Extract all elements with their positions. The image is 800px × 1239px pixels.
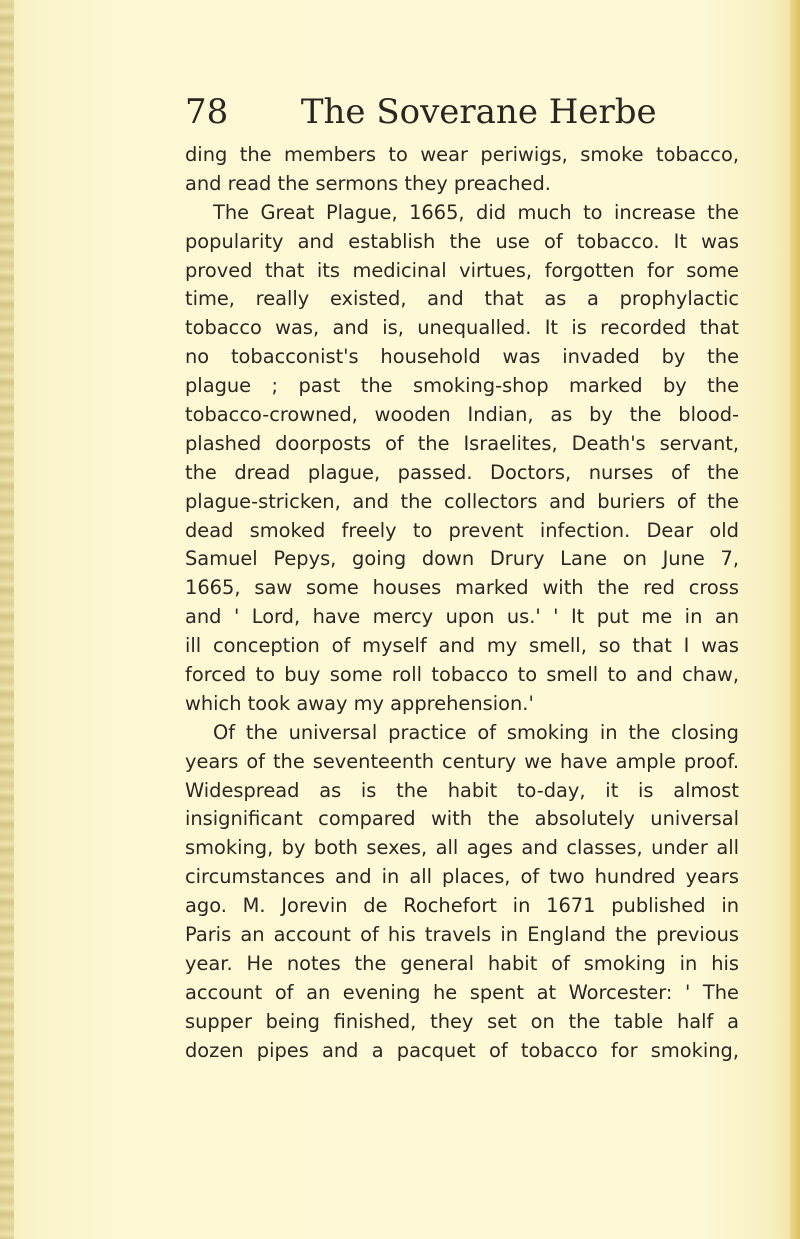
text-line: ding the members to wear periwigs, smoke tobacco,: [185, 143, 739, 166]
text-line: and ' Lord, have mercy upon us.' ' It put me in an: [185, 605, 739, 629]
page-right-edge: [790, 0, 800, 1239]
text-line: plague-stricken, and the collectors and buriers of the: [185, 489, 739, 513]
text-line: popularity and establish the use of tobacco. It was: [185, 229, 739, 253]
text-line: Of the universal practice of smoking in the closing: [213, 720, 739, 744]
text-line: tobacco was, and is, unequalled. It is recorded that: [185, 316, 739, 340]
text-line: supper being finished, they set on the table half a: [185, 1009, 739, 1033]
text-line: Paris an account of his travels in England the previous: [185, 923, 739, 947]
text-line: ill conception of myself and my smell, so that I was: [185, 634, 739, 658]
text-line: Widespread as is the habit to-day, it is almost: [185, 778, 739, 802]
text-line: smoking, by both sexes, all ages and classes, under all: [185, 836, 739, 860]
text-line: plague ; past the smoking-shop marked by the: [185, 374, 739, 398]
text-line: dead smoked freely to prevent infection. Dear old: [185, 518, 739, 542]
text-line: account of an evening he spent at Worcester: ' The: [185, 980, 739, 1004]
text-line: no tobacconist's household was invaded by the: [185, 345, 739, 369]
text-line: forced to buy some roll tobacco to smell to and chaw,: [185, 663, 739, 687]
running-title: The Soverane Herbe: [300, 92, 657, 132]
running-header: [185, 92, 745, 132]
text-line: which took away my apprehension.': [185, 691, 534, 715]
text-line: dozen pipes and a pacquet of tobacco for smoking,: [185, 1038, 739, 1062]
text-line: circumstances and in all places, of two hundred years: [185, 865, 739, 889]
body-text: [185, 141, 739, 1066]
text-line: years of the seventeenth century we have ample proof.: [185, 749, 739, 773]
text-line: ago. M. Jorevin de Rochefort in 1671 published in: [185, 894, 739, 918]
text-line: and read the sermons they preached.: [185, 171, 551, 195]
text-line: insignificant compared with the absolutely universal: [185, 807, 739, 831]
text-line: Samuel Pepys, going down Drury Lane on June 7,: [185, 547, 739, 571]
text-line: time, really existed, and that as a prophylactic: [185, 287, 739, 311]
text-line: year. He notes the general habit of smoking in his: [185, 951, 739, 975]
text-line: the dread plague, passed. Doctors, nurses of the: [185, 460, 739, 484]
text-line: proved that its medicinal virtues, forgotten for some: [185, 258, 739, 282]
page-left-edge: [0, 0, 14, 1239]
text-line: The Great Plague, 1665, did much to increase the: [213, 200, 739, 224]
page-number: 78: [185, 92, 229, 132]
text-line: 1665, saw some houses marked with the red cross: [185, 576, 739, 600]
text-line: tobacco-crowned, wooden Indian, as by the blood-: [185, 403, 739, 427]
text-line: plashed doorposts of the Israelites, Death's servant,: [185, 431, 739, 455]
